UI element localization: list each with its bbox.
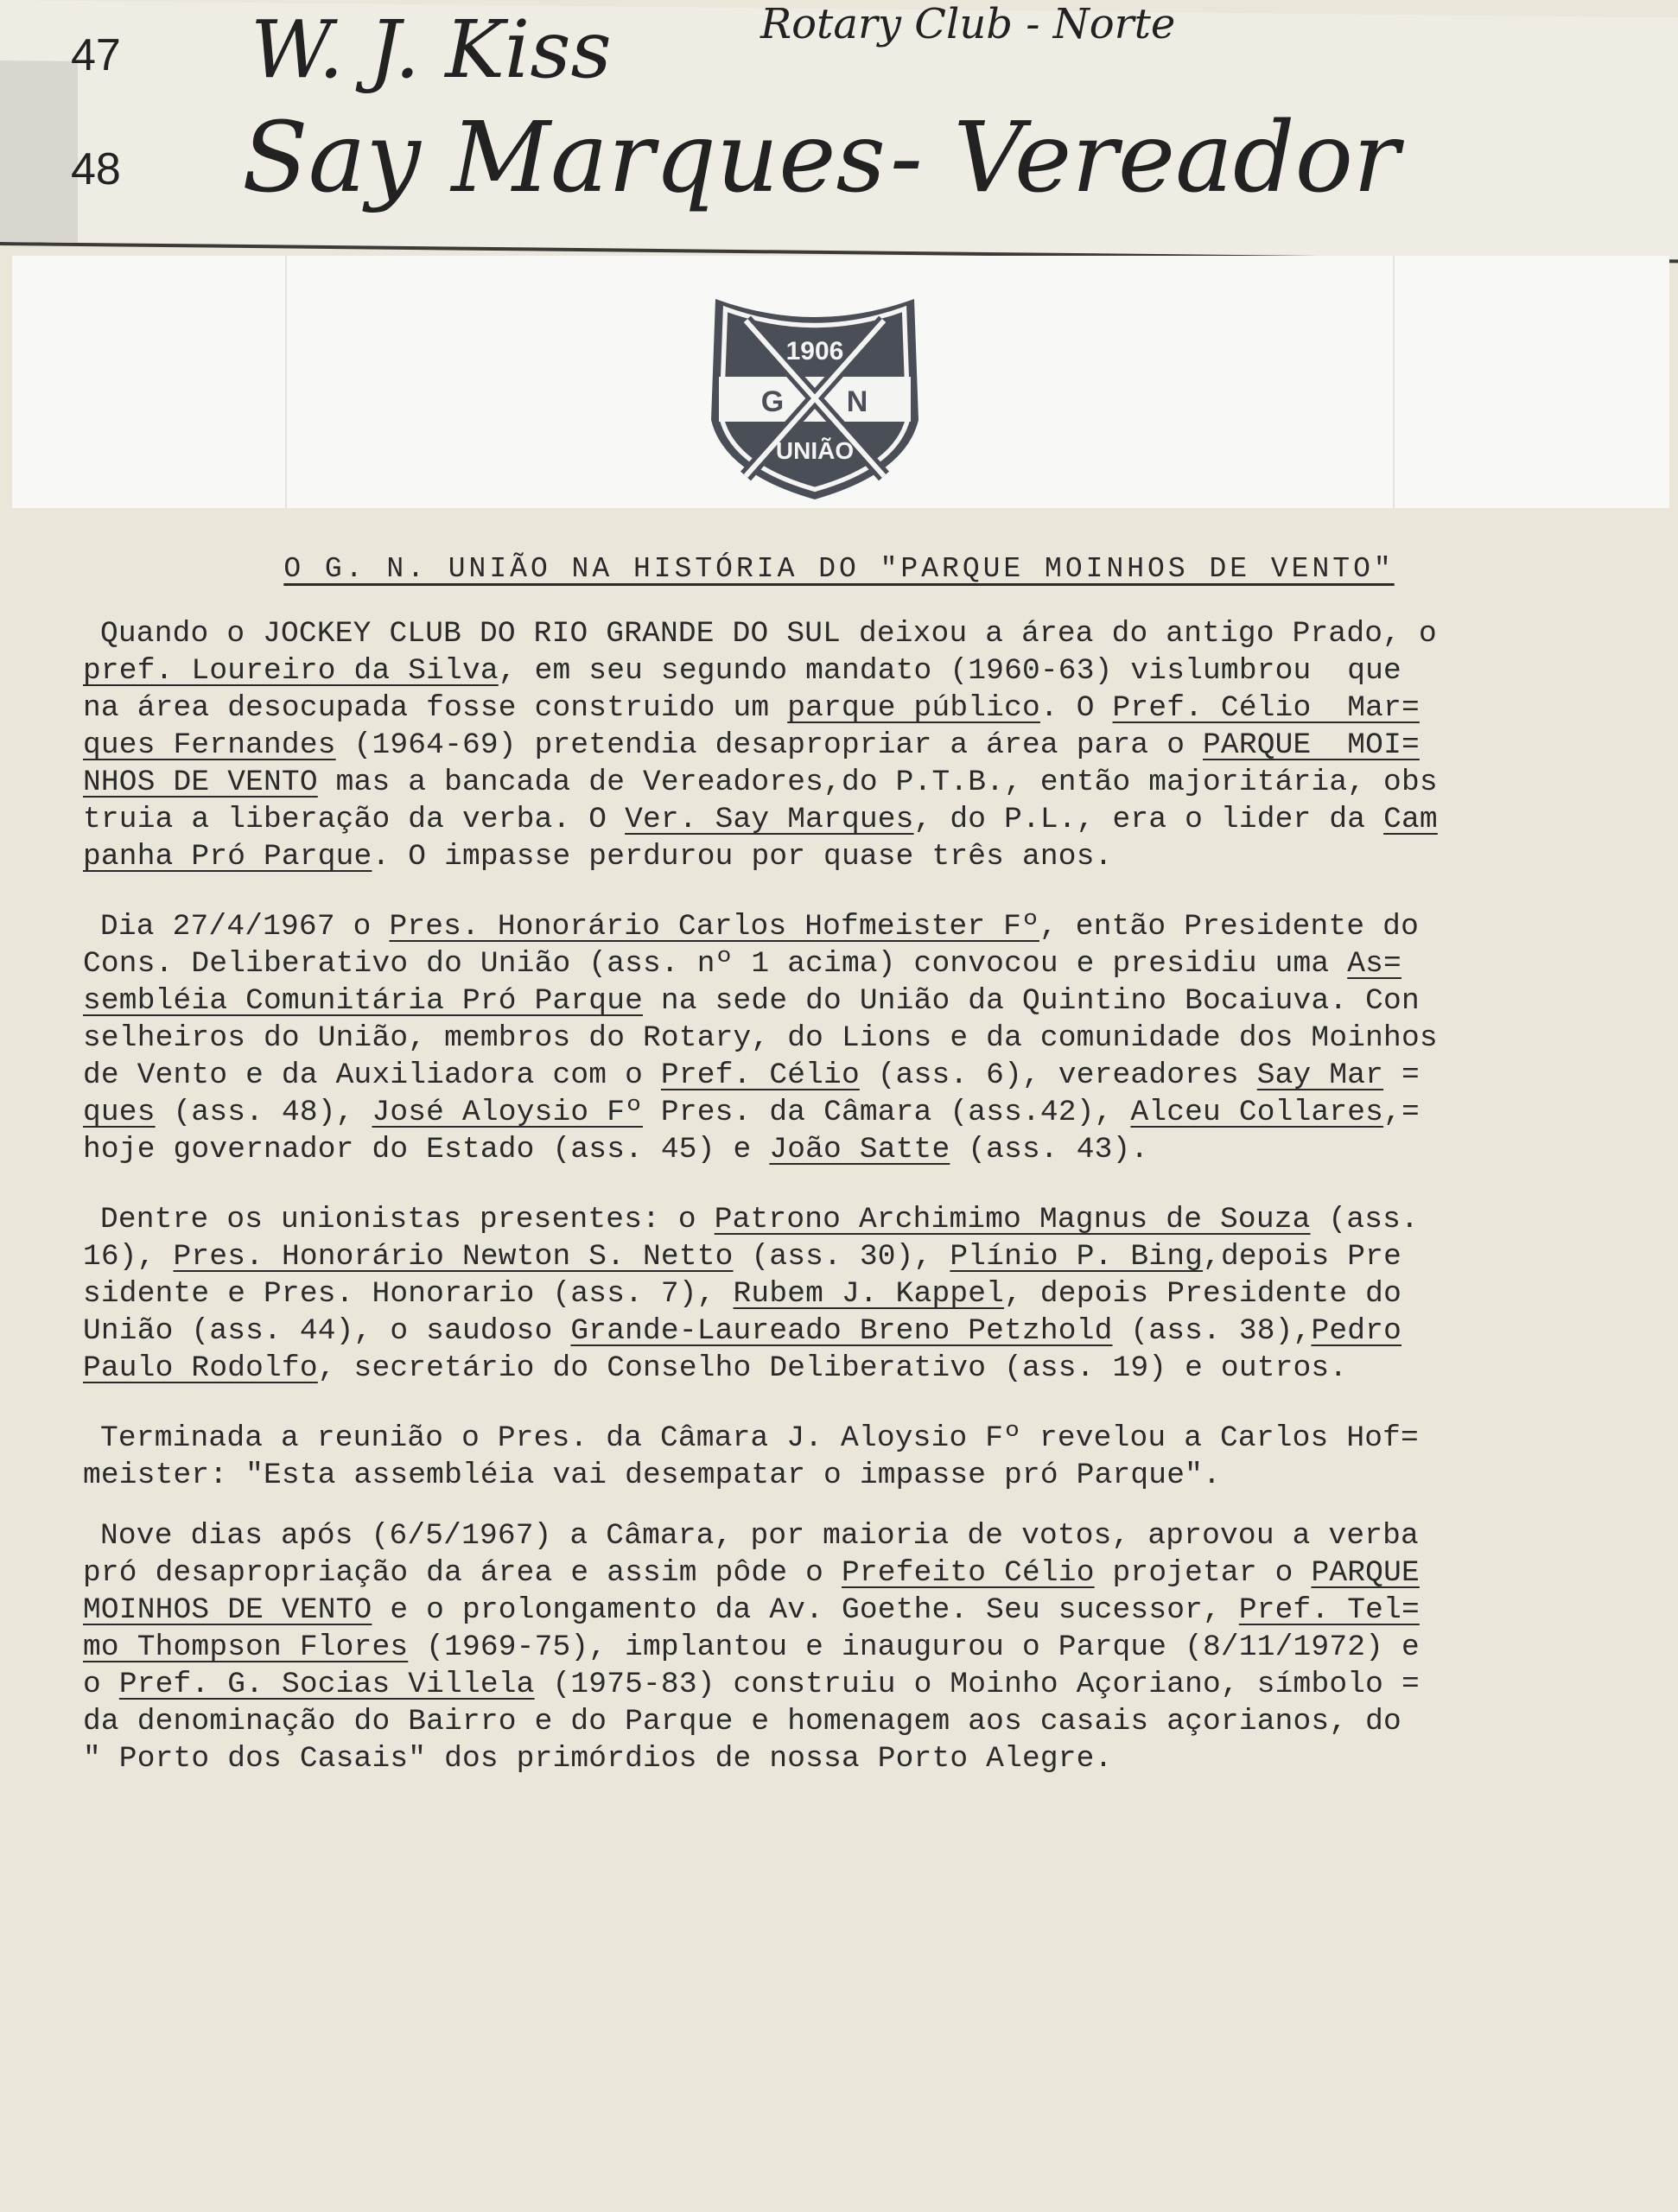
text-segment: (ass. 38), [1112, 1314, 1312, 1348]
logo-letter-n: N [846, 385, 868, 418]
paragraph-5 [83, 1517, 1586, 1777]
text-segment: hoje governador do Estado (ass. 45) e [83, 1133, 770, 1166]
text-segment: (ass. [1310, 1203, 1419, 1236]
text-line [83, 801, 1586, 838]
paragraph-2 [83, 908, 1586, 1168]
text-line [83, 982, 1586, 1020]
text-segment: na área desocupada fosse construido um [83, 691, 788, 725]
text-segment: ,= [1383, 1096, 1420, 1129]
underlined-name: panha Pró Parque [83, 840, 372, 874]
underlined-name: Prefeito Célio [841, 1556, 1095, 1590]
page-title-text: O G. N. UNIÃO NA HISTÓRIA DO "PARQUE MOINHOS DE VENTO" [283, 553, 1395, 585]
underlined-name: José Aloysio Fº [372, 1096, 644, 1129]
text-segment: 16), [83, 1240, 174, 1274]
text-line [83, 1201, 1586, 1238]
text-segment: (ass. 48), [155, 1096, 372, 1129]
text-line [83, 1703, 1586, 1740]
text-segment: ,depois Pre [1203, 1240, 1402, 1274]
underlined-name: As= [1347, 947, 1402, 981]
paragraph-1 [83, 615, 1586, 875]
text-segment: Terminada a reunião o Pres. da Câmara J. Aloysio Fº revelou a Carlos Hof= [100, 1421, 1419, 1455]
text-line [83, 1740, 1586, 1777]
text-line [83, 1457, 1586, 1494]
text-segment: , secretário do Conselho Deliberativo (ass. 19) e outros. [317, 1351, 1348, 1385]
underlined-name: NHOS DE VENTO [83, 766, 318, 799]
signature-say-marques: Say Marques [242, 102, 886, 214]
text-segment: o [83, 1668, 119, 1701]
text-segment: meister: "Esta assembléia vai desempatar o impasse pró Parque". [83, 1459, 1221, 1492]
underlined-name: Pres. Honorário Newton S. Netto [173, 1240, 734, 1274]
text-segment: sidente e Pres. Honorario (ass. 7), [83, 1277, 734, 1311]
paragraph-3 [83, 1201, 1586, 1387]
vereador-note: - Vereador [890, 102, 1400, 214]
text-line [83, 1666, 1586, 1703]
text-segment: (1964-69) pretendia desapropriar a área para o [335, 728, 1204, 762]
text-segment: União (ass. 44), o saudoso [83, 1314, 571, 1348]
torn-edge [0, 60, 78, 243]
text-line [83, 1238, 1586, 1275]
text-segment: Dentre os unionistas presentes: o [100, 1203, 715, 1236]
underlined-name: João Satte [769, 1133, 950, 1166]
text-segment: (ass. 30), [733, 1240, 950, 1274]
underlined-name: Rubem J. Kappel [733, 1277, 1005, 1311]
underlined-name: Pedro [1311, 1314, 1402, 1348]
text-segment: Cons. Deliberativo do União (ass. nº 1 acima) convocou e presidiu uma [83, 947, 1348, 981]
text-segment: truia a liberação da verba. O [83, 803, 626, 836]
rotary-note: Rotary Club - Norte [760, 0, 1176, 48]
underlined-name: Pref. Tel= [1238, 1593, 1420, 1627]
underlined-name: Grande-Laureado Breno Petzhold [570, 1314, 1113, 1348]
text-segment: na sede do União da Quintino Bocaiuva. Con [643, 984, 1420, 1018]
underlined-name: Paulo Rodolfo [83, 1351, 318, 1385]
logo-letter-g: G [760, 385, 785, 418]
text-segment: (1975-83) construiu o Moinho Açoriano, símbolo = [534, 1668, 1420, 1701]
text-segment: = [1383, 1058, 1420, 1092]
text-line [83, 1020, 1586, 1057]
underlined-name: Patrono Archimimo Magnus de Souza [714, 1203, 1311, 1236]
text-line [83, 690, 1586, 727]
text-line [83, 1131, 1586, 1168]
underlined-name: ques Fernandes [83, 728, 336, 762]
text-segment: pró desapropriação da área e assim pôde o [83, 1556, 842, 1590]
text-segment: (ass. 43). [950, 1133, 1149, 1166]
text-line [83, 908, 1586, 945]
text-line [83, 945, 1586, 982]
text-line [83, 764, 1586, 801]
underlined-name: Pref. Célio Mar= [1112, 691, 1420, 725]
text-segment: (1969-75), implantou e inaugurou o Parque (8/11/1972) e [408, 1630, 1420, 1664]
text-segment: , depois Presidente do [1004, 1277, 1402, 1311]
text-line [83, 652, 1586, 690]
signature-number-48: 48 [71, 144, 121, 194]
underlined-name: Ver. Say Marques [625, 803, 914, 836]
page-title [0, 553, 1678, 585]
text-segment: , do P.L., era o lider da [913, 803, 1384, 836]
text-segment: Nove dias após (6/5/1967) a Câmara, por maioria de votos, aprovou a verba [100, 1519, 1419, 1553]
text-line [83, 727, 1586, 764]
underlined-name: Say Mar [1256, 1058, 1384, 1092]
text-line [83, 1629, 1586, 1666]
logo-name: UNIÃO [775, 437, 855, 464]
text-segment: projetar o [1094, 1556, 1312, 1590]
underlined-name: Plínio P. Bing [950, 1240, 1204, 1274]
text-segment: de Vento e da Auxiliadora com o [83, 1058, 661, 1092]
underlined-name: Alceu Collares [1130, 1096, 1384, 1129]
text-segment: . O impasse perdurou por quase três anos. [372, 840, 1113, 874]
text-segment: selheiros do União, membros do Rotary, do Lions e da comunidade dos Moinhos [83, 1021, 1438, 1055]
text-line [83, 1057, 1586, 1094]
text-segment: Pres. da Câmara (ass.42), [643, 1096, 1131, 1129]
text-line [83, 1094, 1586, 1131]
underlined-name: sembléia Comunitária Pró Parque [83, 984, 644, 1018]
underlined-name: mo Thompson Flores [83, 1630, 409, 1664]
signature-number-47: 47 [71, 30, 121, 80]
underlined-name: parque público [787, 691, 1040, 725]
text-line [83, 838, 1586, 875]
text-segment: Dia 27/4/1967 o [100, 910, 390, 944]
underlined-name: Pres. Honorário Carlos Hofmeister Fº [389, 910, 1039, 944]
underlined-name: pref. Loureiro da Silva [83, 654, 499, 688]
text-line [83, 1313, 1586, 1350]
text-segment: . O [1039, 691, 1113, 725]
underlined-name: Pref. G. Socias Villela [118, 1668, 535, 1701]
text-line [83, 1420, 1586, 1457]
underlined-name: PARQUE [1311, 1556, 1420, 1590]
text-line [83, 615, 1586, 652]
text-segment: Quando o JOCKEY CLUB DO RIO GRANDE DO SUL deixou a área do antigo Prado, o [100, 617, 1437, 651]
text-line [83, 1517, 1586, 1554]
text-segment: e o prolongamento da Av. Goethe. Seu sucessor, [372, 1593, 1239, 1627]
text-segment: mas a bancada de Vereadores,do P.T.B., então majoritária, obs [317, 766, 1438, 799]
underlined-name: MOINHOS DE VENTO [83, 1593, 372, 1627]
text-line [83, 1554, 1586, 1592]
text-segment: (ass. 6), vereadores [859, 1058, 1257, 1092]
text-segment: da denominação do Bairro e do Parque e homenagem aos casais açorianos, do [83, 1705, 1402, 1738]
text-line [83, 1350, 1586, 1387]
text-line [83, 1275, 1586, 1313]
underlined-name: Cam [1383, 803, 1438, 836]
text-segment: , então Presidente do [1039, 910, 1419, 944]
underlined-name: Pref. Célio [660, 1058, 860, 1092]
underlined-name: PARQUE MOI= [1203, 728, 1420, 762]
text-segment: " Porto dos Casais" dos primórdios de nossa Porto Alegre. [83, 1742, 1113, 1776]
paragraph-4 [83, 1420, 1586, 1494]
text-segment: , em seu segundo mandato (1960-63) vislumbrou que [498, 654, 1402, 688]
text-line [83, 1592, 1586, 1629]
gnu-union-logo [698, 273, 931, 506]
logo-year: 1906 [785, 337, 844, 365]
underlined-name: ques [83, 1096, 156, 1129]
signature-w-j-kiss: W. J. Kiss [251, 3, 612, 96]
